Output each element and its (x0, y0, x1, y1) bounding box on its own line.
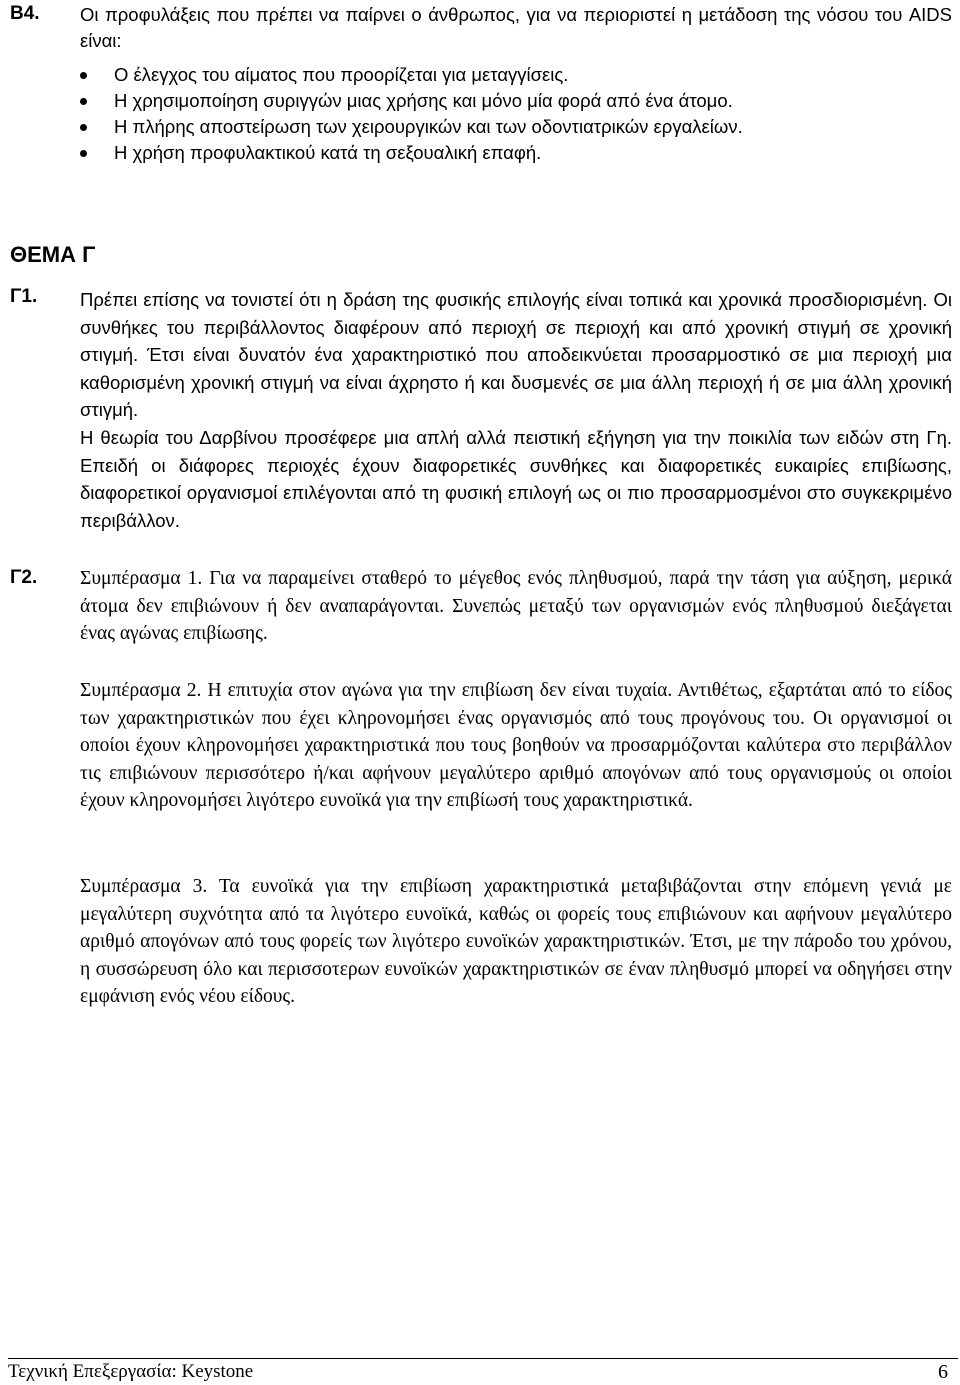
list-item (80, 114, 940, 140)
list-item-text: Η χρήση προφυλακτικού κατά τη σεξουαλική επαφή. (114, 142, 542, 163)
section-heading: ΘΕΜΑ Γ (10, 242, 96, 267)
section-label-g2: Γ2. (10, 567, 38, 588)
list-item-text: Ο έλεγχος του αίματος που προορίζεται για μεταγγίσεις. (114, 64, 569, 85)
g2-paragraph-1: Συμπέρασμα 1. Για να παραμείνει σταθερό το μέγεθος ενός πληθυσμού, παρά την τάση για αύξηση, μερικά άτομα δεν επιβιώνουν ή δεν αναπαράγονται. Συνεπώς μεταξύ των οργανισμών ενός πληθυσμού διεξάγεται ένας αγώνας επιβίωσης. (80, 568, 952, 645)
b4-bullet-list (80, 62, 940, 166)
g1-paragraph-2: Η θεωρία του Δαρβίνου προσέφερε μια απλή αλλά πειστική εξήγηση για την ποικιλία των ειδών στη Γη. Επειδή οι διάφορες περιοχές έχουν διαφορετικές συνθήκες και διαφορετικές ευκαιρίες επιβίωσης, διαφορετικοί οργανισμοί επιλέγονται από τη φυσική επιλογή ως οι πιο προσαρμοσμένοι στο συγκεκριμένο περιβάλλον. (80, 427, 952, 531)
list-item (80, 140, 940, 166)
bullet-icon (80, 98, 87, 105)
bullet-icon (80, 150, 87, 157)
list-item (80, 62, 940, 88)
section-label-b4: Β4. (10, 3, 40, 24)
page-number: 6 (938, 1361, 948, 1383)
section-label-g1: Γ1. (10, 286, 38, 307)
list-item-text: Η χρησιμοποίηση συριγγών μιας χρήσης και μόνο μία φορά από ένα άτομο. (114, 90, 733, 111)
list-item (80, 88, 940, 114)
bullet-icon (80, 72, 87, 79)
footer-credit: Τεχνική Επεξεργασία: Keystone (8, 1361, 254, 1382)
list-item-text: Η πλήρης αποστείρωση των χειρουργικών και των οδοντιατρικών εργαλείων. (114, 116, 743, 137)
g2-paragraph-2: Συμπέρασμα 2. Η επιτυχία στον αγώνα για την επιβίωση δεν είναι τυχαία. Αντιθέτως, εξαρτάται από το είδος των χαρακτηριστικών που έχει κληρονομήσει ένας οργανισμός από τους προγόνους του. Οι οργανισμοί οι οποίοι έχουν κληρονομήσει χαρακτηριστικά που τους βοηθούν να προσαρμόζονται καλύτερα στο περιβάλλον τις επιβιώνουν περισσότερο ή/και αφήνουν μεγαλύτερο αριθμό απογόνων από τους οργανισμούς οι οποίοι έχουν κληρονομήσει λιγότερο ευνοϊκά για την επιβίωσή τους χαρακτηριστικά. (80, 680, 952, 812)
bullet-icon (80, 124, 87, 131)
b4-intro: Οι προφυλάξεις που πρέπει να παίρνει ο άνθρωπος, για να περιοριστεί η μετάδοση της νόσου του AIDS είναι: (80, 4, 952, 51)
g2-paragraph-3: Συμπέρασμα 3. Τα ευνοϊκά για την επιβίωση χαρακτηριστικά μεταβιβάζονται στην επόμενη γενιά με μεγαλύτερη συχνότητα από τα λιγότερο ευνοϊκά, καθώς οι φορείς τους επιβιώνουν και αφήνουν μεγαλύτερο αριθμό απογόνων από τους φορείς των λιγότερο ευνοϊκών χαρακτηριστικών. Έτσι, με την πάροδο του χρόνου, η συσσώρευση όλο και περισσοτερων ευνοϊκών χαρακτηριστικών σε έναν πληθυσμό μπορεί να οδηγήσει στην εμφάνιση ενός νέου είδους. (80, 876, 952, 1008)
g1-paragraph-1: Πρέπει επίσης να τονιστεί ότι η δράση της φυσικής επιλογής είναι τοπικά και χρονικά προσδιορισμένη. Οι συνθήκες του περιβάλλοντος διαφέρουν από περιοχή σε περιοχή και από χρονική στιγμή σε χρονική στιγμή. Έτσι είναι δυνατόν ένα χαρακτηριστικό που αποδεικνύεται προσαρμοστικό σε μια περιοχή μια καθορισμένη χρονική στιγμή να είναι άχρηστο ή και δυσμενές σε μια άλλη περιοχή ή σε μια άλλη χρονική στιγμή. (80, 289, 952, 421)
